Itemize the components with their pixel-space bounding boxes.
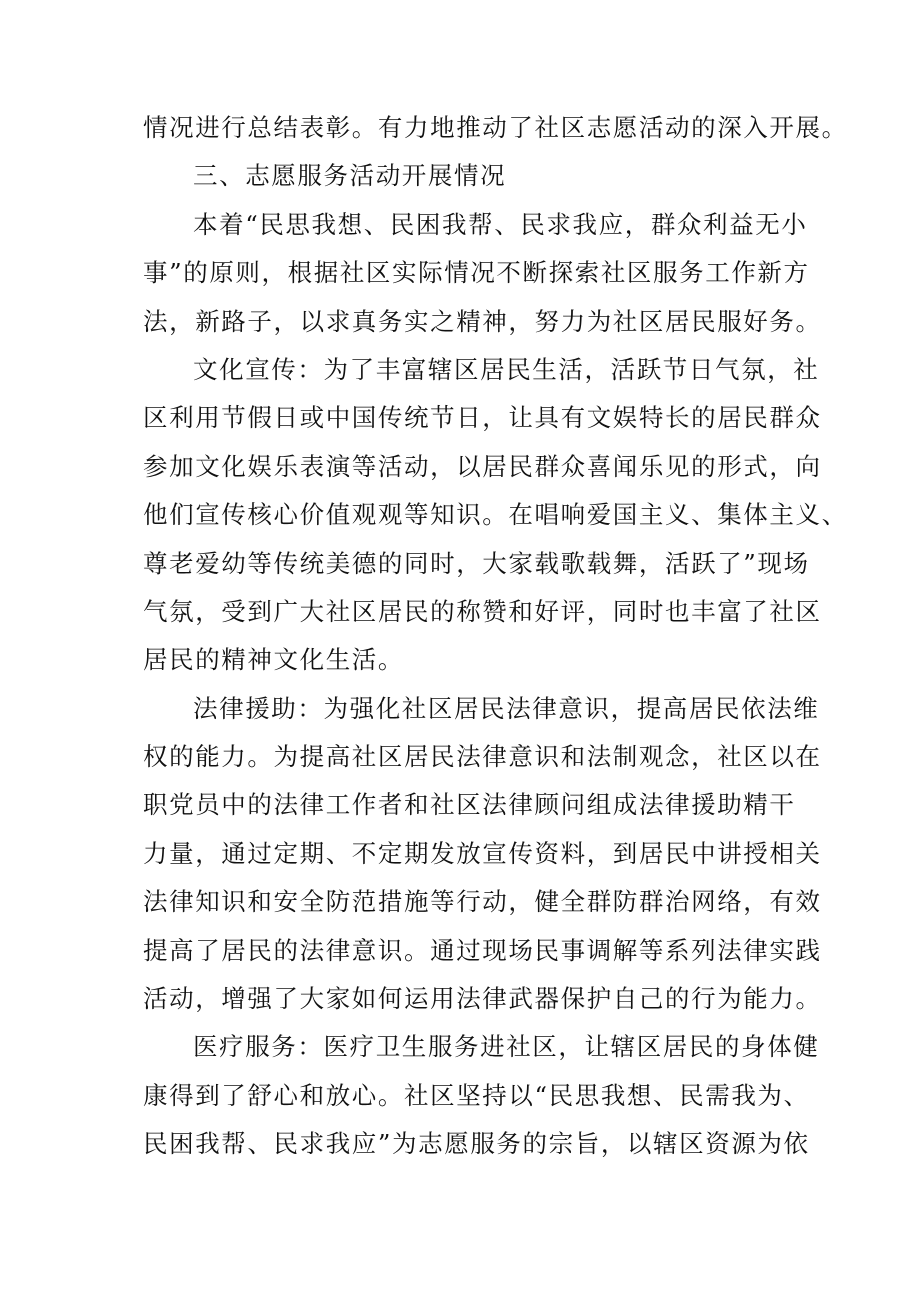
text-line: 参加文化娱乐表演等活动，以居民群众喜闻乐见的形式，向 <box>143 451 822 481</box>
text-line: 力量，通过定期、不定期发放宣传资料，到居民中讲授相关 <box>143 838 822 868</box>
text-line: 提高了居民的法律意识。通过现场民事调解等系列法律实践 <box>143 935 822 965</box>
text-line: 气氛，受到广大社区居民的称赞和好评，同时也丰富了社区 <box>143 596 822 626</box>
text-line: 权的能力。为提高社区居民法律意识和法制观念，社区以在 <box>143 742 822 772</box>
text-line: 医疗服务：医疗卫生服务进社区，让辖区居民的身体健 <box>193 1032 820 1062</box>
text-line: 区利用节假日或中国传统节日，让具有文娱特长的居民群众 <box>143 403 822 433</box>
text-line: 三、志愿服务活动开展情况 <box>193 161 507 191</box>
text-line: 情况进行总结表彰。有力地推动了社区志愿活动的深入开展。 <box>143 113 848 142</box>
text-line: 活动，增强了大家如何运用法律武器保护自己的行为能力。 <box>143 984 822 1014</box>
text-line: 法律援助：为强化社区居民法律意识，提高居民依法维 <box>193 693 820 723</box>
text-line: 法，新路子，以求真务实之精神，努力为社区居民服好务。 <box>143 306 822 336</box>
text-line: 居民的精神文化生活。 <box>143 645 404 675</box>
text-line: 文化宣传：为了丰富辖区居民生活，活跃节日气氛，社 <box>193 354 820 384</box>
text-line: 法律知识和安全防范措施等行动，健全群防群治网络，有效 <box>143 887 822 917</box>
text-line: 本着“民思我想、民困我帮、民求我应，群众利益无小 <box>193 209 808 239</box>
body-text <box>143 104 848 1169</box>
text-line: 民困我帮、民求我应”为志愿服务的宗旨，以辖区资源为依 <box>143 1129 810 1159</box>
text-line: 事”的原则，根据社区实际情况不断探索社区服务工作新方 <box>143 258 810 288</box>
text-line: 康得到了舒心和放心。社区坚持以“民思我想、民需我为、 <box>143 1080 810 1110</box>
text-line: 职党员中的法律工作者和社区法律顾问组成法律援助精干 <box>143 790 796 820</box>
text-line: 尊老爱幼等传统美德的同时，大家载歌载舞，活跃了”现场 <box>143 548 810 578</box>
text-line: 他们宣传核心价值观观等知识。在唱响爱国主义、集体主义、 <box>143 500 848 530</box>
